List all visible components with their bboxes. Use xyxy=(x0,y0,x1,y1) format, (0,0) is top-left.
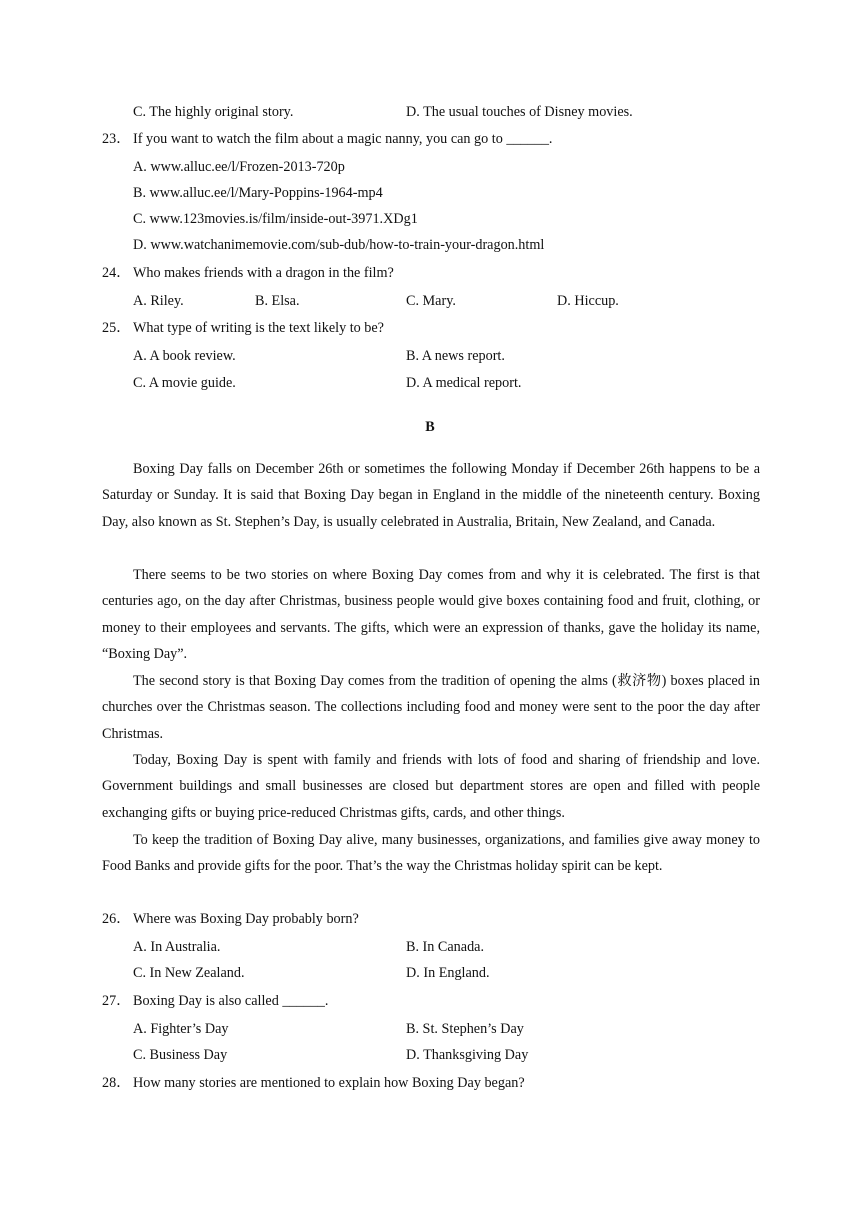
q28-number: 28． xyxy=(102,1075,131,1091)
q27-number: 27． xyxy=(102,993,131,1009)
q27-text: Boxing Day is also called ______. xyxy=(133,993,329,1009)
q23-text: If you want to watch the film about a magic nanny, you can go to ______. xyxy=(133,131,553,147)
q24-option-d: D. Hiccup. xyxy=(557,293,619,309)
passage-paragraph-1: Boxing Day falls on December 26th or sometimes the following Monday if December 26th happens to be a Saturday or Sunday. It is said that Boxing Day began in England in the middle of the nineteenth century. Boxing Day, also known as St. Stephen’s Day, is usually celebrated in Australia, Britain, New Zealand, and Canada. xyxy=(102,461,760,530)
q24-option-b: B. Elsa. xyxy=(255,293,300,309)
q27-option-b: B. St. Stephen’s Day xyxy=(406,1021,524,1037)
q25-text: What type of writing is the text likely to be? xyxy=(133,320,384,336)
passage-paragraph-2: There seems to be two stories on where Boxing Day comes from and why it is celebrated. The first is that centuries ago, on the day after Christmas, business people would give boxes containing food and fruit, clothing, or money to their employees and servants. The gifts, which were an expression of thanks, gave the holiday its name, “Boxing Day”. xyxy=(102,567,760,663)
passage-paragraph-4: Today, Boxing Day is spent with family and friends with lots of food and sharing of friendship and love. Government buildings and small businesses are closed but department stores are open and filled with people exchanging gifts or buying price-reduced Christmas gifts, cards, and other things. xyxy=(102,752,760,821)
q27-option-a: A. Fighter’s Day xyxy=(133,1021,229,1037)
passage-paragraph-3: The second story is that Boxing Day comes from the tradition of opening the alms (救济物) boxes placed in churches over the Christmas season. The collections including food and money were sent to the poor the day after Christmas. xyxy=(102,673,760,742)
q22-option-d: D. The usual touches of Disney movies. xyxy=(406,104,633,120)
q26-option-d: D. In England. xyxy=(406,965,490,981)
q26-option-b: B. In Canada. xyxy=(406,939,485,955)
q25-option-c: C. A movie guide. xyxy=(133,375,236,391)
q27-option-d: D. Thanksgiving Day xyxy=(406,1047,529,1063)
q23-option-d: D. www.watchanimemovie.com/sub-dub/how-to-train-your-dragon.html xyxy=(133,237,545,253)
q26-text: Where was Boxing Day probably born? xyxy=(133,911,359,927)
q24-text: Who makes friends with a dragon in the film? xyxy=(133,265,394,281)
q25-option-b: B. A news report. xyxy=(406,348,505,364)
q23-option-b: B. www.alluc.ee/l/Mary-Poppins-1964-mp4 xyxy=(133,185,383,201)
q24-number: 24． xyxy=(102,265,131,281)
q28-text: How many stories are mentioned to explain how Boxing Day began? xyxy=(133,1075,525,1091)
passage-paragraph-5: To keep the tradition of Boxing Day alive, many businesses, organizations, and families give away money to Food Banks and provide gifts for the poor. That’s the way the Christmas holiday spirit can be kept. xyxy=(102,832,760,875)
q23-number: 23． xyxy=(102,131,131,147)
q25-number: 25． xyxy=(102,320,131,336)
q23-option-a: A. www.alluc.ee/l/Frozen-2013-720p xyxy=(133,159,345,175)
q26-option-a: A. In Australia. xyxy=(133,939,221,955)
q24-option-c: C. Mary. xyxy=(406,293,456,309)
q23-option-c: C. www.123movies.is/film/inside-out-3971.XDg1 xyxy=(133,211,418,227)
q24-option-a: A. Riley. xyxy=(133,293,184,309)
q26-option-c: C. In New Zealand. xyxy=(133,965,245,981)
q27-option-c: C. Business Day xyxy=(133,1047,228,1063)
q22-option-c: C. The highly original story. xyxy=(133,104,294,120)
q26-number: 26． xyxy=(102,911,131,927)
q25-option-d: D. A medical report. xyxy=(406,375,522,391)
section-heading: B xyxy=(425,419,435,435)
q25-option-a: A. A book review. xyxy=(133,348,236,364)
